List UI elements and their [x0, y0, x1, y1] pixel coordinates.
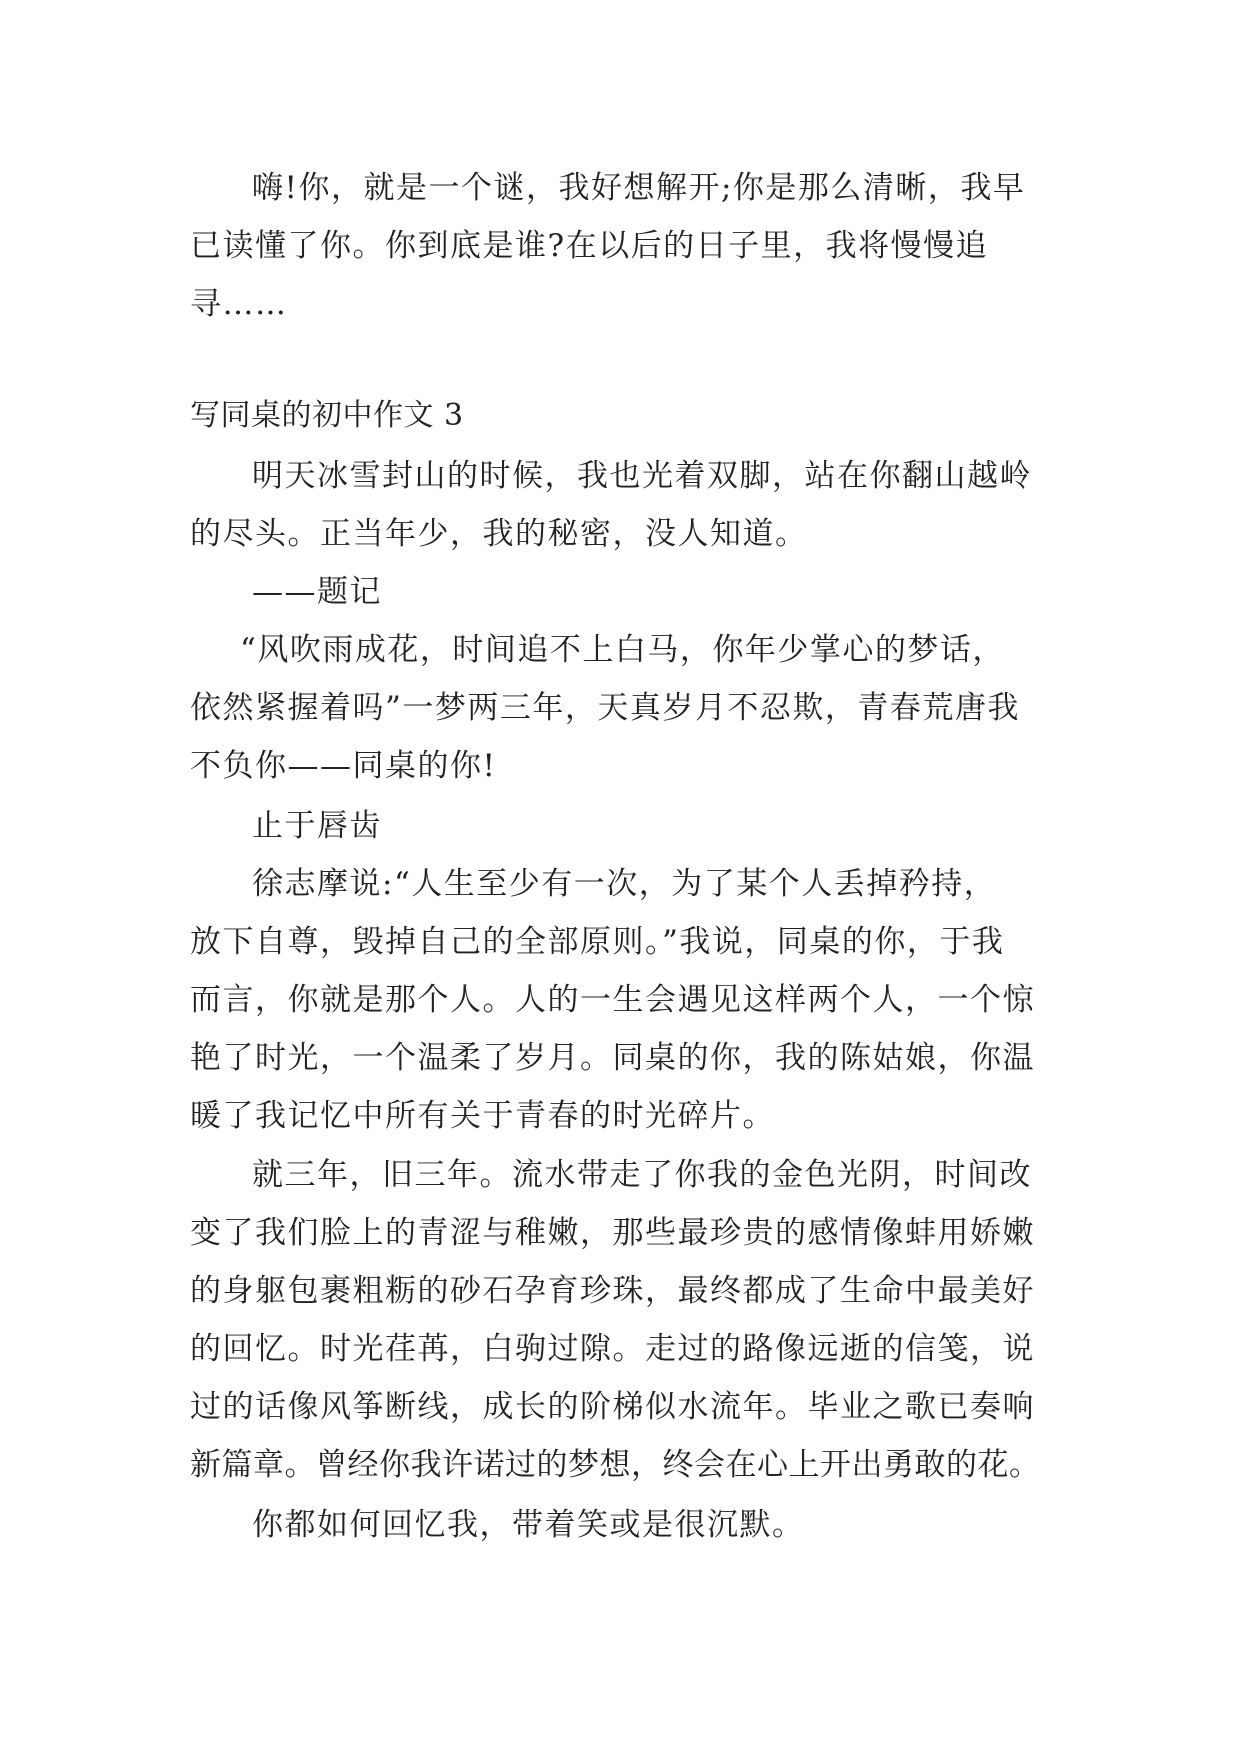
paragraph-line: 寻…… [190, 286, 288, 322]
paragraph-line: 而言，你就是那个人。人的一生会遇见这样两个人，一个惊 [190, 982, 1035, 1018]
section-title: 写同桌的初中作文 3 [190, 398, 464, 433]
paragraph-line: 的尽头。正当年少，我的秘密，没人知道。 [190, 516, 808, 552]
paragraph-line: 已读懂了你。你到底是谁?在以后的日子里，我将慢慢追 [190, 228, 989, 264]
paragraph-line: 艳了时光，一个温柔了岁月。同桌的你，我的陈姑娘，你温 [190, 1040, 1035, 1076]
paragraph-line: 放下自尊，毁掉自己的全部原则。”我说，同桌的你，于我 [190, 924, 1005, 960]
paragraph-line: 明天冰雪封山的时候，我也光着双脚，站在你翻山越岭 [252, 458, 1032, 494]
paragraph-line: 的身躯包裹粗粝的砂石孕育珍珠，最终都成了生命中最美好 [190, 1273, 1035, 1309]
paragraph-line: 你都如何回忆我，带着笑或是很沉默。 [252, 1507, 805, 1543]
paragraph-line: 依然紧握着吗”一梦两三年，天真岁月不忍欺，青春荒唐我 [190, 690, 1020, 726]
paragraph-line: “风吹雨成花，时间追不上白马，你年少掌心的梦话， [240, 632, 1005, 668]
paragraph-line: 新篇章。曾经你我许诺过的梦想，终会在心上开出勇敢的花。 [190, 1447, 1041, 1483]
paragraph-line: 变了我们脸上的青涩与稚嫩，那些最珍贵的感情像蚌用娇嫩 [190, 1215, 1035, 1251]
subheading: 止于唇齿 [252, 808, 382, 844]
paragraph-line: 的回忆。时光荏苒，白驹过隙。走过的路像远逝的信笺，说 [190, 1331, 1035, 1367]
paragraph-line: 暖了我记忆中所有关于青春的时光碎片。 [190, 1098, 775, 1134]
paragraph-line: 不负你——同桌的你! [190, 748, 497, 784]
epigraph: ——题记 [252, 574, 382, 610]
paragraph-line: 嗨!你，就是一个谜，我好想解开;你是那么清晰，我早 [252, 170, 1026, 206]
paragraph-line: 就三年，旧三年。流水带走了你我的金色光阴，时间改 [252, 1157, 1032, 1193]
paragraph-line: 徐志摩说:“人生至少有一次，为了某个人丢掉矜持， [252, 866, 997, 902]
paragraph-line: 过的话像风筝断线，成长的阶梯似水流年。毕业之歌已奏响 [190, 1389, 1035, 1425]
